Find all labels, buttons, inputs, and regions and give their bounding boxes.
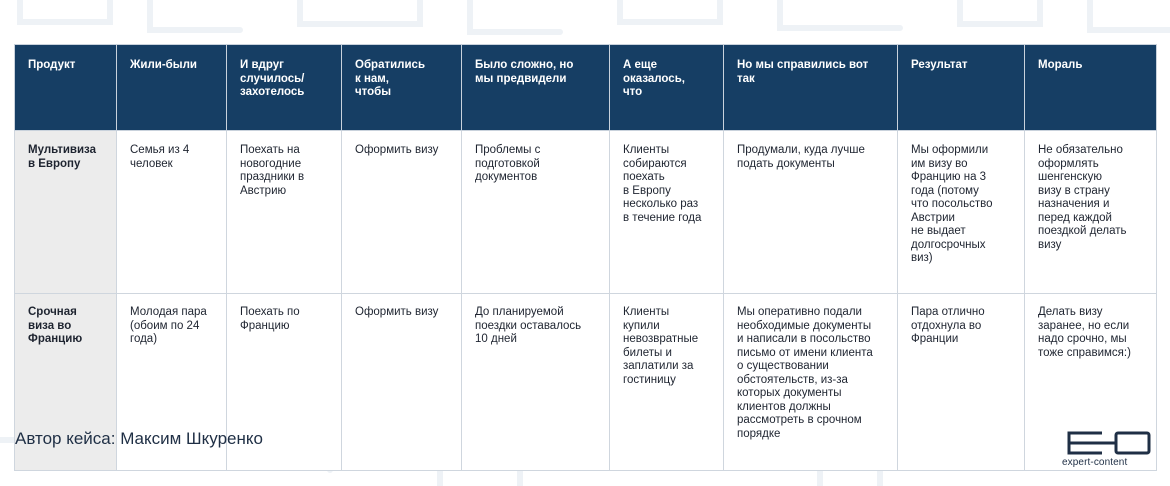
cell-text: Проблемы с подготовкой документов: [475, 144, 541, 183]
cell-text: Делать визу заранее, но если надо срочно, мы тоже справимся:): [1038, 306, 1131, 359]
header-solution: [724, 45, 898, 131]
cell-product: [15, 131, 117, 294]
cell-text: Мультивиза в Европу: [28, 144, 96, 170]
header-label: Обратились к нам, чтобы: [355, 59, 426, 98]
header-moral: [1025, 45, 1157, 131]
cell-text: Пара отлично отдохнула во Франции: [911, 306, 985, 345]
cell-text: Клиенты собираются поехать в Европу несколько раз в течение года: [623, 144, 702, 224]
cell-text: Мы оперативно подали необходимые документы и написали в посольство письмо от имени клиента о существовании обстоятельств, из-за которых документы клиентов должны рассмотреть в срочном порядке: [737, 306, 873, 440]
cell-text: Продумали, куда лучше подать документы: [737, 144, 865, 170]
table-cell: [342, 131, 462, 294]
header-once-upon: [117, 45, 227, 131]
cell-text: Мы оформили им визу во Францию на 3 года (потому что посольство Австрии не выдает долгосрочных виз): [911, 144, 993, 264]
header-turned-out: [610, 45, 724, 131]
header-label: Продукт: [28, 59, 76, 71]
header-label: А еще оказалось, что: [623, 59, 685, 98]
cell-text: Оформить визу: [355, 306, 439, 318]
table-header-row: [15, 45, 1157, 131]
header-label: Но мы справились вот так: [737, 59, 869, 85]
cell-text: Семья из 4 человек: [130, 144, 190, 170]
header-contacted: [342, 45, 462, 131]
table-cell: [342, 294, 462, 471]
cell-text: До планируемой поездки оставалось 10 дней: [475, 306, 582, 345]
table-cell: [724, 294, 898, 471]
header-result: [898, 45, 1025, 131]
header-label: Было сложно, но мы предвидели: [475, 59, 574, 85]
cell-text: Поехать по Францию: [240, 306, 300, 332]
header-label: И вдруг случилось/ захотелось: [240, 59, 305, 98]
cell-text: Молодая пара (обоим по 24 года): [130, 306, 207, 345]
table-cell: [610, 131, 724, 294]
header-product: [15, 45, 117, 131]
table-cell: [462, 131, 610, 294]
header-label: Результат: [911, 59, 968, 71]
table-cell: [117, 131, 227, 294]
header-label: Жили-были: [130, 59, 197, 71]
cell-text: Не обязательно оформлять шенгенскую визу в страну назначения и перед каждой поездкой делать визу: [1038, 144, 1127, 251]
table-cell: [227, 131, 342, 294]
header-difficult: [462, 45, 610, 131]
cell-text: Клиенты купили невозвратные билеты и заплатили за гостиницу: [623, 306, 699, 386]
logo-text: expert-content: [1062, 457, 1128, 468]
header-label: Мораль: [1038, 59, 1083, 71]
cell-text: Оформить визу: [355, 144, 439, 156]
table-cell: [898, 131, 1025, 294]
case-table: [14, 44, 1157, 471]
case-author: Автор кейса: Максим Шкуренко: [15, 429, 263, 448]
table-cell: [610, 294, 724, 471]
cell-text: Срочная виза во Францию: [28, 306, 83, 345]
table-cell: [898, 294, 1025, 471]
table-row: [15, 131, 1157, 294]
table-cell: [724, 131, 898, 294]
header-suddenly: [227, 45, 342, 131]
table-cell: [462, 294, 610, 471]
cell-text: Поехать на новогодние праздники в Австрию: [240, 144, 305, 197]
table-cell: [1025, 131, 1157, 294]
